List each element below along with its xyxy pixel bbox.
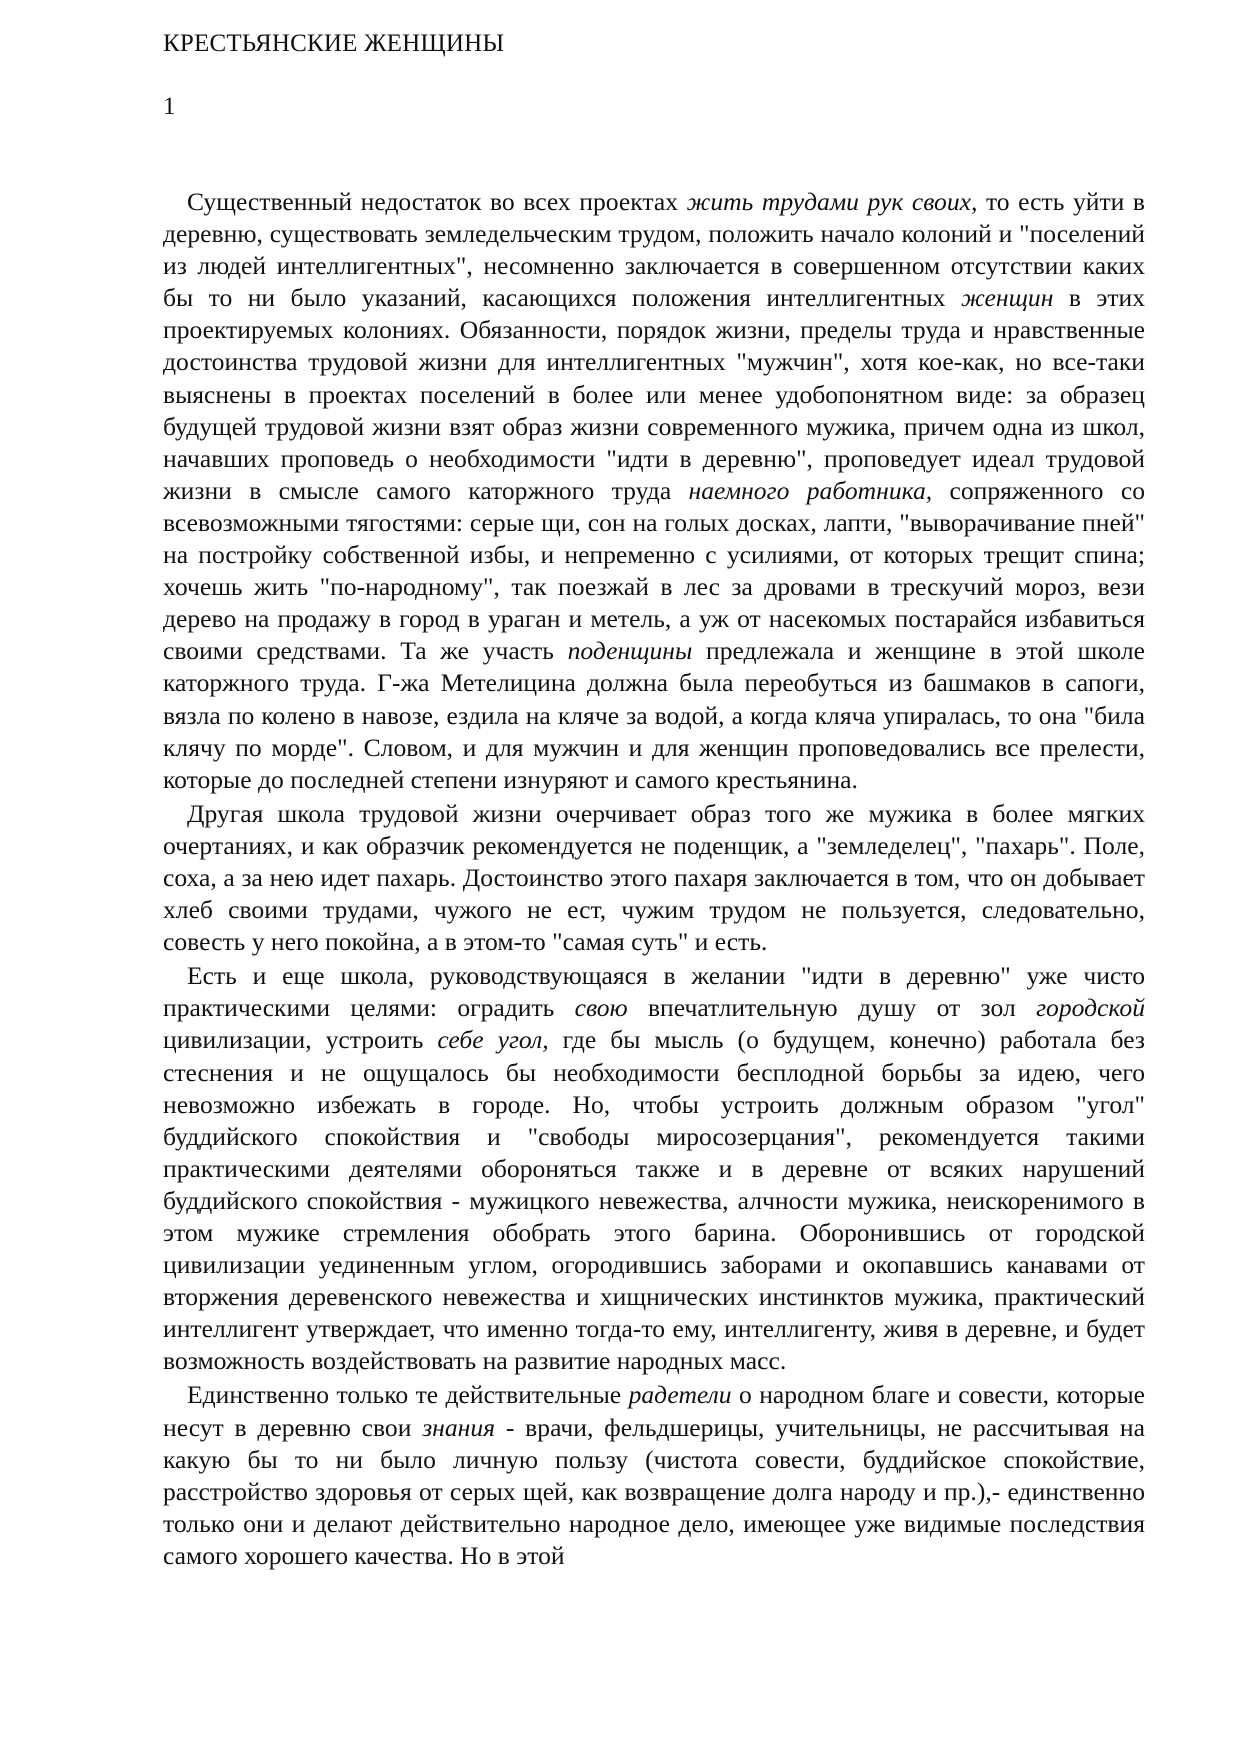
italic-phrase: свою: [574, 993, 628, 1023]
italic-phrase: наемного работника,: [688, 475, 933, 505]
text-run: впечатлительную душу от зол: [627, 993, 1037, 1023]
italic-phrase: знания: [422, 1412, 496, 1442]
text-run: сопряженного со всевозможными тягостями: серые щи, сон на голых досках, лапти, "выворачивание пней" на постройку собственной избы, и непременно с усилиями, от которых трещит спина; хочешь жить "по-народному", так поезжай в лес за дровами в трескучий мороз, вези дерево на продажу в город в ураган и метель, а уж от насекомых постарайся избавиться своими средствами. Та же участь: [163, 475, 1145, 666]
text-run: Существенный недостаток во всех проектах: [187, 187, 687, 216]
text-run: предлежала и женщине в этой школе каторжного труда. Г-жа Метелицина должна была переобуться из башмаков в сапоги, вязла по колено в навозе, ездила на кляче за водой, а когда кляча упиралась, то она "била клячу по морде". Словом, и для мужчин и для женщин проповедовались все прелести, которые до последней степени изнуряют и самого крестьянина.: [163, 636, 1145, 794]
text-run: Другая школа трудовой жизни очерчивает образ того же мужика в более мягких очертаниях, и как образчик рекомендуется не поденщик, а "земледелец", "пахарь". Поле, соха, а за нею идет пахарь. Достоинство этого пахаря заключается в том, что он добывает хлеб своими трудами, чужого не ест, чужим трудом не пользуется, следовательно, совесть у него покойна, а в этом-то "самая суть" и есть.: [163, 798, 1145, 957]
document-title: КРЕСТЬЯНСКИЕ ЖЕНЩИНЫ: [163, 30, 505, 57]
text-run: в этих проектируемых колониях. Обязанности, порядок жизни, пределы труда и нравственные достоинства трудовой жизни для интеллигентных "мужчин", хотя кое-как, но все-таки выяснены в проектах поселений в более или менее удобопонятном виде: за образец будущей трудовой жизни взят образ жизни современного мужика, причем одна из школ, начавших проповедь о необходимости "идти в деревню", проповедует идеал трудовой жизни в смысле самого каторжного труда: [163, 283, 1146, 505]
italic-phrase: радетели: [628, 1380, 732, 1410]
paragraph: [163, 1379, 1145, 1572]
italic-phrase: поденщины: [567, 636, 693, 666]
paragraph: [163, 960, 1145, 1377]
text-run: Есть и еще школа, руководствующаяся в желании "идти в деревню" уже чисто практическими целями: оградить: [163, 961, 1145, 1023]
italic-phrase: женщин: [961, 283, 1054, 313]
paragraph: [163, 186, 1145, 796]
text-run: - врачи, фельдшерицы, учительницы, не рассчитывая на какую бы то ни было личную пользу (чистота совести, буддийское спокойствие, расстройство здоровья от серых щей, как возвращение долга народу и пр.),- единственно только они и делают действительно народное дело, имеющее уже видимые последствия самого хорошего качества. Но в этой: [163, 1412, 1145, 1570]
text-run: Единственно только те действительные: [187, 1380, 629, 1410]
italic-phrase: жить трудами рук своих,: [686, 187, 978, 216]
chapter-number: 1: [163, 93, 176, 120]
body-text: [163, 186, 1145, 1574]
text-run: о народном благе и совести, которые несут в деревню свои: [163, 1380, 1146, 1442]
paragraph: [163, 798, 1145, 958]
italic-phrase: себе угол,: [437, 1025, 549, 1055]
italic-phrase: городской: [1036, 993, 1145, 1023]
text-run: то есть уйти в деревню, существовать земледельческим трудом, положить начало колоний и "поселений из людей интеллигентных", несомненно заключается в совершенном отсутствии каких бы то ни было указаний, касающихся положения интеллигентных: [163, 187, 1145, 313]
text-run: где бы мысль (о будущем, конечно) работала без стеснения и не ощущалось бы необходимости бесплодной борьбы за идею, чего невозможно избежать в городе. Но, чтобы устроить должным образом "угол" буддийского спокойствия и "свободы миросозерцания", рекомендуется такими практическими деятелями обороняться также и в деревне от всяких нарушений буддийского спокойствия - мужицкого невежества, алчности мужика, неискоренимого в этом мужике стремления обобрать этого барина. Оборонившись от городской цивилизации уединенным углом, огородившись заборами и окопавшись канавами от вторжения деревенского невежества и хищнических инстинктов мужика, практический интеллигент утверждает, что именно тогда-то ему, интеллигенту, живя в деревне, и будет возможность воздействовать на развитие народных масс.: [163, 1025, 1145, 1376]
text-run: цивилизации, устроить: [163, 1025, 438, 1055]
